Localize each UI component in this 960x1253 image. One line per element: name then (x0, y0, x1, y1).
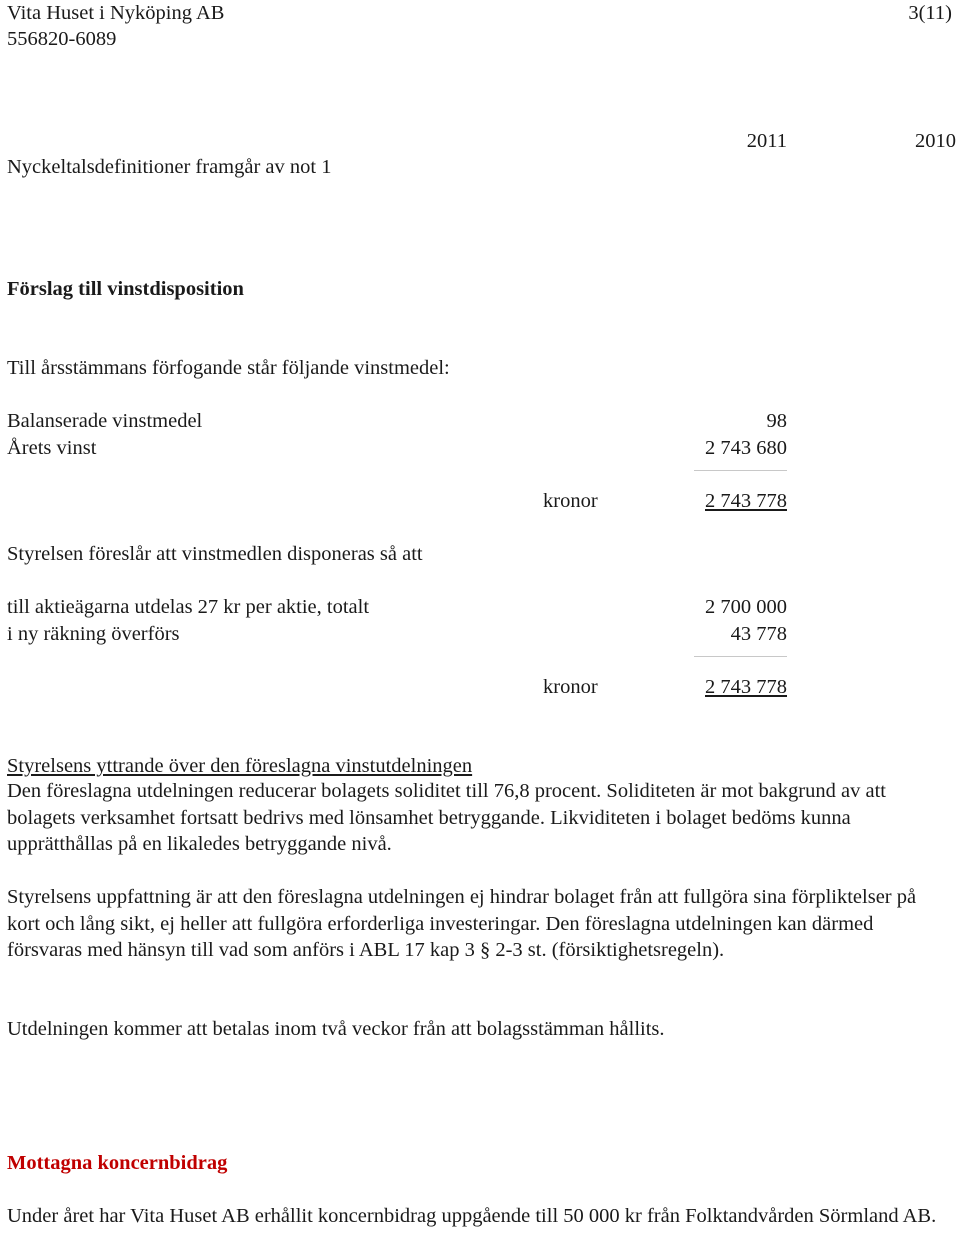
section-heading-board-statement: Styrelsens yttrande över den föreslagna vinstutdelningen (7, 755, 473, 777)
board-statement-paragraph: Den föreslagna utdelningen reducerar bolagets soliditet till 76,8 procent. Soliditeten är mot bakgrund av att bolagets verksamhet fortsatt bedrivs med lönsamhet betryggande. Likviditeten i bolaget bedöms kunna upprätthållas på en likaledes betryggande nivå. (7, 780, 886, 855)
section-heading-profit-disposition: Förslag till vinstdisposition (7, 278, 244, 300)
sum-rule (694, 656, 787, 657)
section-heading-group-contribution: Mottagna koncernbidrag (7, 1152, 228, 1174)
allocation-total-label: kronor (543, 676, 598, 698)
year-profit-label: Årets vinst (7, 437, 97, 459)
allocation-total-value: 2 743 778 (705, 676, 787, 698)
available-total-label: kronor (543, 490, 598, 512)
proposal-intro: Styrelsen föreslår att vinstmedlen disponeras så att (7, 543, 423, 565)
payment-paragraph: Utdelningen kommer att betalas inom två veckor från att bolagsstämman hållits. (7, 1018, 665, 1040)
year-current: 2011 (746, 130, 787, 152)
carried-forward-value: 43 778 (730, 623, 787, 645)
carried-forward-label: i ny räkning överförs (7, 623, 180, 645)
group-contribution-text: Under året har Vita Huset AB erhållit koncernbidrag uppgående till 50 000 kr från Folktandvården Sörmland AB. (7, 1205, 937, 1227)
available-total-value: 2 743 778 (705, 490, 787, 512)
board-statement-paragraph: Styrelsens uppfattning är att den föreslagna utdelningen ej hindrar bolaget från att fullgöra sina förpliktelser på kort och lång sikt, ej heller att fullgöra erforderliga investeringar. Den föreslagna utdelningen kan därmed försvaras med hänsyn till vad som anförs i ABL 17 kap 3 § 2-3 st. (försiktighetsregeln). (7, 886, 917, 961)
year-profit-value: 2 743 680 (705, 437, 787, 459)
page-number: 3(11) (908, 2, 952, 24)
year-previous: 2010 (915, 130, 956, 152)
dividend-value: 2 700 000 (705, 596, 787, 618)
sum-rule (694, 470, 787, 471)
dividend-label: till aktieägarna utdelas 27 kr per aktie, totalt (7, 596, 370, 618)
org-number: 556820-6089 (7, 28, 117, 50)
company-name: Vita Huset i Nyköping AB (7, 2, 225, 24)
retained-earnings-label: Balanserade vinstmedel (7, 410, 203, 432)
retained-earnings-value: 98 (766, 410, 787, 432)
key-figures-note: Nyckeltalsdefinitioner framgår av not 1 (7, 156, 332, 178)
disposition-intro: Till årsstämmans förfogande står följande vinstmedel: (7, 357, 450, 379)
